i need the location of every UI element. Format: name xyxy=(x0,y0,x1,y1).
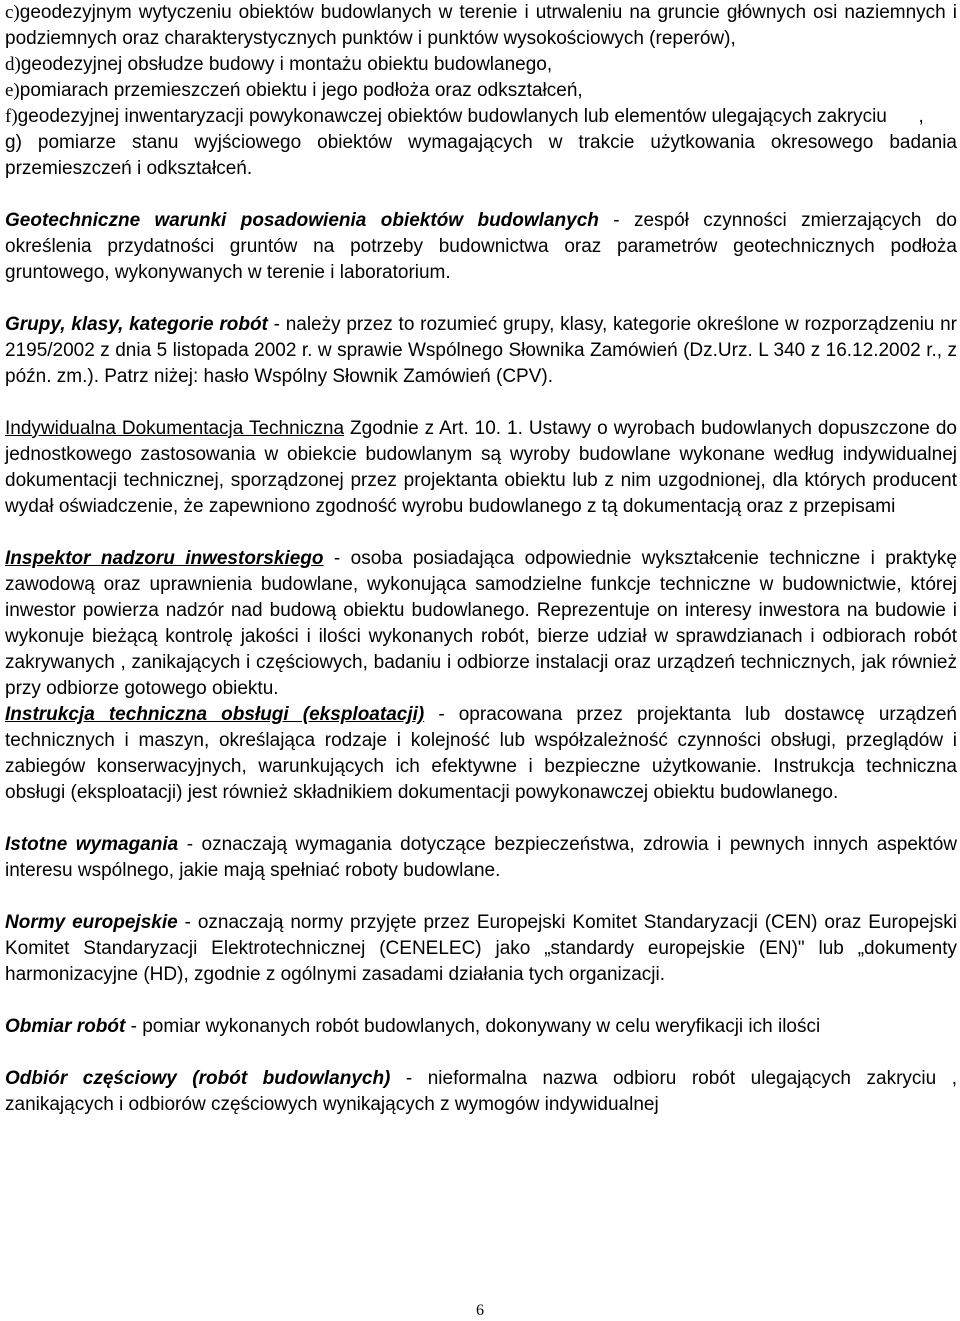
definition-term: Grupy, klasy, kategorie robót xyxy=(5,314,268,335)
list-item-e xyxy=(5,78,957,104)
definition-text: - pomiar wykonanych robót budowlanych, dokonywany w celu weryfikacji ich ilości xyxy=(125,1016,821,1037)
list-letter: c) xyxy=(5,2,20,23)
definition-grupy xyxy=(5,312,957,390)
list-item-g xyxy=(5,130,957,182)
definition-term: Instrukcja techniczna obsługi (eksploatacji) xyxy=(5,704,425,725)
definition-geotechniczne xyxy=(5,208,957,286)
list-letter: f) xyxy=(5,106,18,127)
definition-term: Normy europejskie xyxy=(5,912,178,933)
list-item-f xyxy=(5,104,957,130)
definition-term: Inspektor nadzoru inwestorskiego xyxy=(5,548,324,569)
document-page xyxy=(5,0,957,1118)
definition-instrukcja xyxy=(5,702,957,806)
list-letter: e) xyxy=(5,80,20,101)
list-text: geodezyjnym wytyczeniu obiektów budowlanych w terenie i utrwaleniu na gruncie głównych osi naziemnych i podziemnych oraz charakterystycznych punktów i punktów wysokościowych (reperów), xyxy=(5,2,957,49)
list-text: pomiarach przemieszczeń obiektu i jego podłoża oraz odkształceń, xyxy=(19,80,583,101)
definition-obmiar xyxy=(5,1014,957,1040)
definition-text: - należy przez to rozumieć grupy, klasy, kategorie określone w rozporządzeniu nr 2195/2002 z dnia 5 listopada 2002 r. w sprawie Wspólnego Słownika Zamówień (Dz.Urz. L 340 z 16.12.2002 r., z późn. zm.). Patrz niżej: hasło Wspólny Słownik Zamówień (CPV). xyxy=(5,314,957,387)
definition-text: - opracowana przez projektanta lub dostawcę urządzeń technicznych i maszyn, określająca rodzaje i kolejność lub współzależność czynności obsługi, przeglądów i zabiegów konserwacyjnych, warunkujących ich efektywne i bezpieczne użytkowanie. Instrukcja techniczna obsługi (eksploatacji) jest również składnikiem dokumentacji powykonawczej obiektu budowlanego. xyxy=(5,704,957,803)
definition-inspektor xyxy=(5,546,957,702)
list-letter: d) xyxy=(5,54,21,75)
list-item-d xyxy=(5,52,957,78)
definition-text: - osoba posiadająca odpowiednie wykształcenie techniczne i praktykę zawodową oraz uprawnienia budowlane, wykonująca samodzielne funkcje techniczne w budownictwie, której inwestor powierza nadzór nad budową obiektu budowlanego. Reprezentuje on interesy inwestora na budowie i wykonuje bieżącą kontrolę jakości i ilości wykonanych robót, bierze udział w sprawdzianach i odbiorach robót zakrywanych , zanikających i częściowych, badaniu i odbiorze instalacji oraz urządzeń technicznych, jak również przy odbiorze gotowego obiektu. xyxy=(5,548,958,699)
definition-text: - oznaczają normy przyjęte przez Europejski Komitet Standaryzacji (CEN) oraz Europejski Komitet Standaryzacji Elektrotechnicznej (CENELEC) jako „standardy europejskie (EN)" lub „dokumenty harmonizacyjne (HD), zgodnie z ogólnymi zasadami działania tych organizacji. xyxy=(5,912,957,985)
definition-text: Zgodnie z Art. 10. 1. Ustawy o wyrobach budowlanych dopuszczone do jednostkowego zastosowania w obiekcie budowlanym są wyroby budowlane wykonane według indywidualnej dokumentacji technicznej, sporządzonej przez projektanta obiektu lub z nim uzgodnionej, dla których producent wydał oświadczenie, że zapewniono zgodność wyrobu budowlanego z tą dokumentacją oraz z przepisami xyxy=(5,418,957,517)
list-text: g) pomiarze stanu wyjściowego obiektów wymagających w trakcie użytkowania okresowego badania przemieszczeń i odkształceń. xyxy=(5,132,957,179)
definition-term: Indywidualna Dokumentacja Techniczna xyxy=(5,418,345,439)
page-number: 6 xyxy=(476,1302,484,1319)
definition-term: Obmiar robót xyxy=(5,1016,126,1037)
definition-istotne xyxy=(5,832,957,884)
list-item-c xyxy=(5,0,957,52)
list-text: geodezyjnej obsłudze budowy i montażu obiektu budowlanego, xyxy=(20,54,553,75)
definition-indywidualna xyxy=(5,416,957,520)
definition-term: Istotne wymagania xyxy=(5,834,179,855)
definition-text: - nieformalna nazwa odbioru robót ulegających zakryciu , zanikających i odbiorów częściowych wynikających z wymogów indywidualnej xyxy=(5,1068,957,1115)
definition-text: - oznaczają wymagania dotyczące bezpieczeństwa, zdrowia i pewnych innych aspektów interesu wspólnego, jakie mają spełniać roboty budowlane. xyxy=(5,834,957,881)
definition-term: Odbiór częściowy (robót budowlanych) xyxy=(5,1068,391,1089)
list-text: geodezyjnej inwentaryzacji powykonawczej obiektów budowlanych lub elementów ulegających zakryciu , xyxy=(17,106,924,127)
definition-text: - zespół czynności zmierzających do określenia przydatności gruntów na potrzeby budownictwa oraz parametrów geotechnicznych podłoża gruntowego, wykonywanych w terenie i laboratorium. xyxy=(5,210,957,283)
definition-term: Geotechniczne warunki posadowienia obiektów budowlanych xyxy=(5,210,599,231)
definition-normy xyxy=(5,910,957,988)
definition-odbior-czesciowy xyxy=(5,1066,957,1118)
